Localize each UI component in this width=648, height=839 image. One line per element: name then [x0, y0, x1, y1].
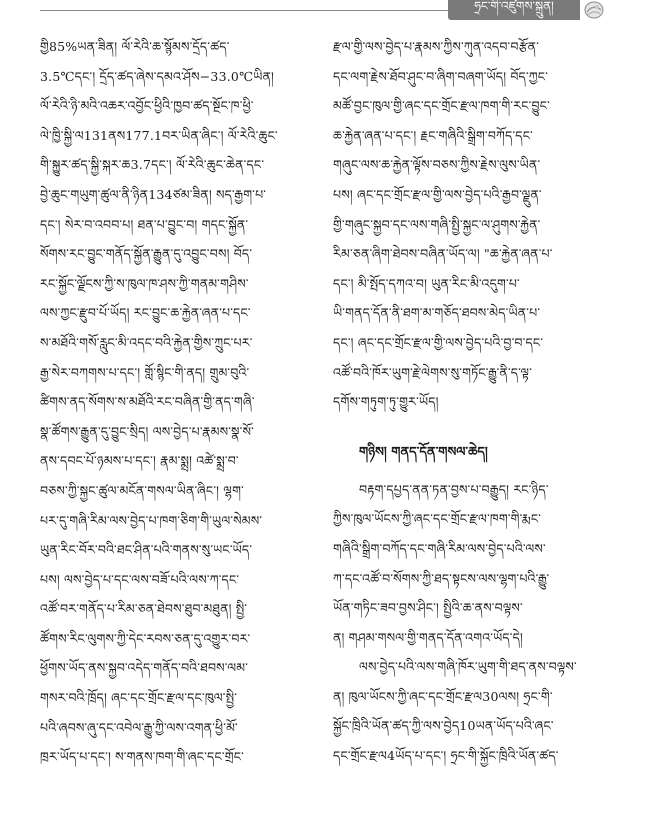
- left-text-column: [40, 32, 312, 772]
- text-line: གསར་བའི་ཁྲོད། ཞང་དང་གྲོང་རྫལ་དང་ཁུལ་སྤྱི་: [40, 690, 238, 706]
- section-heading: གཉིས། གནད་དོན་གསལ་ཆེད།: [359, 444, 488, 460]
- header-section-label: ཧྲང་གི་འཛུགས་སྐྲུན།: [474, 0, 554, 13]
- text-line: བརྟག་དཔྱད་ནན་ཏན་བྱས་པ་བརྒྱུད། རང་ཉིད་: [359, 481, 549, 497]
- text-line: དང་། མི་སྤོད་དཀའ་བ། ཡུན་རིང་མི་འདུག་པ་: [333, 275, 520, 291]
- text-line: ཕྱོགས་ཡོད་ནས་སྐྱབ་འདེད་གནོད་བའི་ཐབས་ལམ་: [40, 660, 249, 676]
- text-line: སོགས་རང་བྱུང་གནོད་སྐྱོན་རྒྱུན་དུ་འབྱུང་བས། བོད་: [40, 246, 253, 262]
- text-line: དང་། ཞང་དང་གྲོང་རྫལ་གྱི་ལས་བྱེད་པའི་བྱ་བ་དང་: [333, 334, 544, 350]
- text-line: པས། ལས་བྱེད་པ་དང་ལས་བཟོ་པའི་ལས་ཀ་དང་: [40, 571, 240, 587]
- text-line: སྣ་ཚོགས་རྒྱུན་དུ་བྱུང་སྲིད། ལས་བྱེད་པ་རྣམས་སྣ་སོ་: [40, 423, 254, 439]
- text-line: འཚོ་བར་གནོད་པ་རིམ་ཅན་ཐེབས་ཐུབ་མཐུན། སྤྱི་: [40, 601, 248, 617]
- text-line: གྱི85%ཡན་ཟིན། ལོ་རེའི་ཆ་སྙོམས་དྲོད་ཚད་: [40, 39, 230, 54]
- text-line: ཀྱིས་ཁུལ་ཡོངས་ཀྱི་ཞང་དང་གྲོང་རྫལ་ཁག་གི་རྨང་: [333, 511, 542, 527]
- text-line: ལས་ཀྱང་རྫུབ་པོ་ཡོད། རང་བྱུང་ཆ་རྐྱེན་ཞན་པ་དང་: [40, 305, 251, 321]
- text-line: གཞིའི་སྒྲིག་བཀོད་དང་གཞི་རིམ་ལས་བྱེད་པའི་ལས་: [333, 540, 546, 556]
- text-line: འཚོ་བའི་ཁོར་ཡུག་རྗེ་ལེགས་སུ་གཏོང་རྒྱུ་ནི་ད་ལྟ་: [333, 364, 533, 380]
- text-line: གྱི་གཞུང་སྐྱབ་དང་ལས་གཞི་སྤྱི་སྐྱང་ལ་ཤུགས་རྐྱེན་: [333, 216, 541, 232]
- text-line: བཅས་ཀྱི་སྐྱང་ཚུལ་མངོན་གསལ་ཡིན་ཞིང་། ལྷག་: [40, 482, 244, 498]
- right-text-column: [333, 32, 605, 771]
- text-line: ཚོགས་རིང་ལུགས་ཀྱི་དེང་རབས་ཅན་དུ་འགྱུར་བར་: [40, 630, 251, 646]
- text-line: ལས་བྱེད་པའི་ལས་གཞི་ཁོར་ཡུག་གི་ཐད་ནས་བལྟས་: [359, 659, 577, 675]
- text-line: སྐྱོང་ཁྲིའི་ཡོན་ཚད་ཀྱི་ལས་བྱེད10ཡན་ཡོད་པའི་ཞང་: [333, 718, 554, 734]
- text-line: དང་ལག་རྗེས་ཐོབ་ཤུང་བ་ཞིག་བཞག་ཡོད། བོད་ཀྱང་: [333, 68, 549, 84]
- text-line: གི་སྐྱུར་ཚད་སྐྱི་སྐར་ཆ3.7དང་། ལོ་རེའི་ཆུང་ཆེན་དང་: [40, 157, 265, 173]
- header-rule: [40, 10, 448, 11]
- text-line: ཡུན་རིང་བོར་བའི་ཐང་ཤིན་པའི་གནས་སུ་ཡང་ཡོད་: [40, 542, 253, 558]
- text-line: 3.5℃དང་། དྲོད་ཚད་ཞེས་དམའ་ཤོས−33.0℃ཡིན།: [40, 68, 275, 84]
- text-line: རང་སྐྱོང་ལྗོངས་ཀྱི་ས་ཁུལ་ཁ་ཤས་ཀྱི་གནམ་གཤིས་: [40, 275, 249, 291]
- text-line: གཞུང་ལས་ཆ་རྐྱེན་ལྟོས་བཅས་ཀྱིས་རྗེས་ལུས་ཡིན་: [333, 157, 541, 173]
- text-line: མཚོ་བྱང་ཁུལ་གྱི་ཞང་དང་གྲོང་རྫལ་ཁག་གི་རང་བྱུང་: [333, 98, 550, 114]
- text-line: ན། གཤམ་གསལ་གྱི་གནད་དོན་འགའ་ཡོད་དེ།: [333, 629, 524, 645]
- text-line: ཚིགས་ནད་སོགས་ས་མཐོའི་རང་བཞིན་གྱི་ནད་གཞི་: [40, 394, 255, 410]
- text-line: རྫལ་གྱི་ལས་བྱེད་པ་རྣམས་ཀྱིས་ཀུན་འདབ་བརྩོན་: [333, 39, 540, 54]
- text-line: རིམ་ཅན་ཞིག་ཐེབས་བཞིན་ཡོད་ལ། "ཆ་རྐྱེན་ཞན་པ་: [333, 246, 553, 262]
- text-line: ལེ་ཁྱི་སྐྱི་ལ131ནས177.1བར་ཡིན་ཞིང་། ལོ་རེའི་ཆུང་: [40, 127, 278, 143]
- text-line: རྒྱ་སེར་བཀགས་པ་དང་། གློ་སྙིང་གི་ནད། གྲུམ་བུའི་: [40, 364, 250, 380]
- text-line: པས། ཞང་དང་གྲོང་རྫལ་གྱི་ལས་བྱེད་པའི་རྒྱབ་ལྗུན་: [333, 186, 542, 202]
- text-line: ས་མཐོའི་གསོ་རླུང་མི་འདང་བའི་རྐྱེན་གྱིས་ཀྲུང་པར་: [40, 334, 253, 350]
- text-line: དང་གྲོང་རྫལ4ཡོད་པ་དང་། ཧྲང་གི་སྐྱོང་ཁྲིའི་ཡོན་ཚད་: [333, 748, 559, 764]
- header-section-tab: [448, 0, 580, 20]
- text-line: ན། ཁུལ་ཡོངས་ཀྱི་ཞང་དང་གྲོང་རྫལ30ལས། ཧྲང་གི་: [333, 688, 553, 704]
- text-line: དགོས་གཏུག་ཏུ་གྱུར་ཡོད།: [333, 394, 439, 410]
- text-line: བྱེ་ཆུང་གཡུག་ཚུལ་ནི་ཉིན134ཙམ་ཟིན། སད་རྒྱག་པ་: [40, 186, 267, 202]
- text-line: ཡི་གནད་དོན་ནི་ཐག་མ་གཅོད་ཐབས་མེད་ཡིན་པ་: [333, 305, 541, 321]
- text-line: ནས་དབང་པོ་ཉམས་པ་དང་། རྣམ་སྨྲ། འཚེ་སྨྲ་བ་: [40, 453, 239, 469]
- text-line: ཆ་རྐྱེན་ཞན་པ་དང་། རྗང་གཞིའི་སྒྲིག་བཀོད་དང་: [333, 127, 533, 143]
- text-line: དང་། སེར་བ་འབབ་པ། ཐན་པ་བྱུང་བ། གདང་སྐྱོན་: [40, 216, 249, 232]
- text-line: ལོ་རེའི་ཉི་མའི་འཆར་འབྱོང་ཕྱིའི་ཁྱབ་ཚད་སྔོང་ཁ་ཕྱི་: [40, 98, 254, 114]
- text-line: པའི་ཞབས་ཞུ་དང་འབེལ་རྒྱུ་ཀྱི་ལས་འགན་ཕྱི་མོ་: [40, 719, 238, 735]
- text-line: པར་དུ་གཞི་རིམ་ལས་བྱེད་པ་ཁག་ཅིག་གི་ཡུལ་སེམས་: [40, 512, 263, 528]
- text-line: ཡོན་གཏིང་ཟབ་བྱས་ཤིང་། སྤྱིའི་ཆ་ནས་བལྟས་: [333, 600, 523, 616]
- globe-logo-icon: [584, 1, 604, 19]
- text-line: ཀ་དང་འཚོ་བ་སོགས་ཀྱི་ཐད་སྟངས་ལས་ལྷག་པའི་རྒྱུ་: [333, 570, 550, 586]
- text-line: ཁྲར་ཡོད་པ་དང་། ས་གནས་ཁག་གི་ཞང་དང་གྲོང་: [40, 749, 244, 765]
